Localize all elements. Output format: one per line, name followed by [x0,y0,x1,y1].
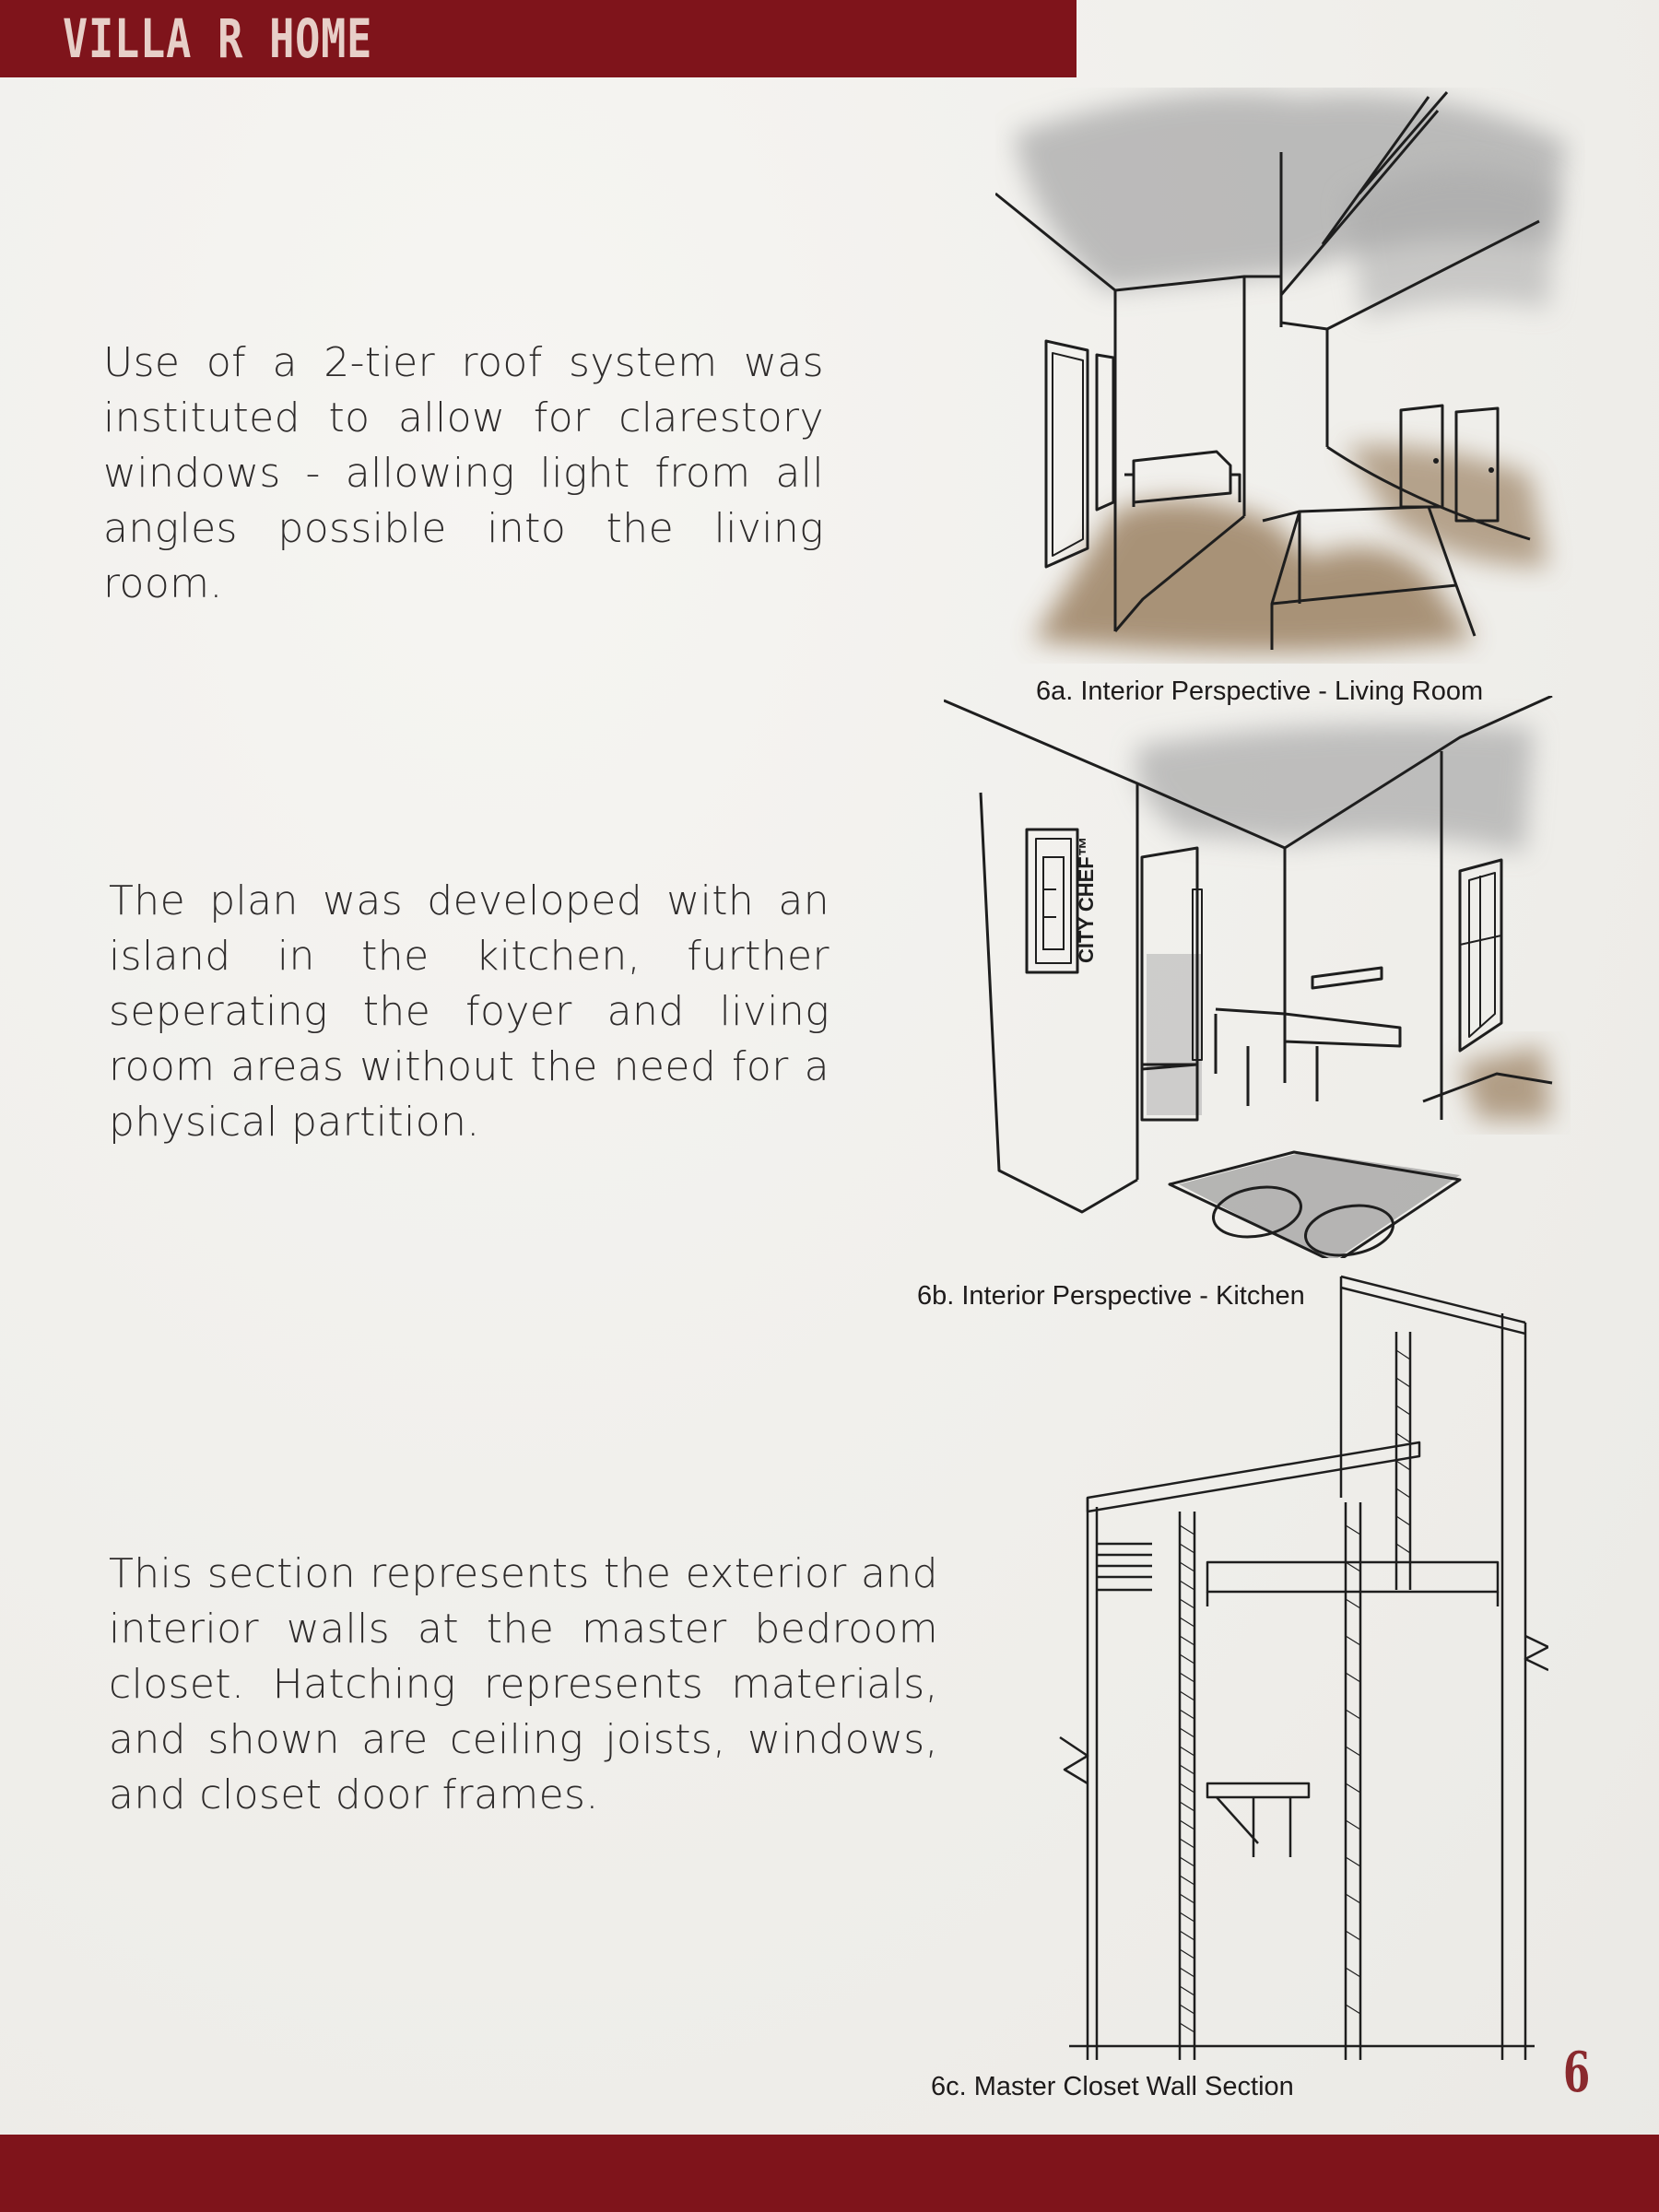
footer-bar [0,2135,1659,2212]
wall-section-drawing [1032,1267,1548,2069]
brand-logo: VILLA R HOME [63,7,373,70]
paragraph-living-room: Use of a 2-tier roof system was instituted to allow for clarestory windows - allowing light from all angles possible into the living room. [103,339,824,607]
paragraph-wall-section: This section represents the exterior and interior walls at the master bedroom closet. Hatching represents materials, and shown are ceiling joists, windows, and closet door frames. [109,1550,938,1818]
header-bar [0,0,1077,77]
page-number: 6 [1563,2041,1591,2105]
kitchen-sketch [944,696,1571,1258]
paragraph-kitchen: The plan was developed with an island in the kitchen, further seperating the foyer and living room areas without the need for a physical partition. [109,877,830,1146]
city-chef-poster-text: CITY CHEF™ [1075,836,1098,963]
caption-kitchen: 6b. Interior Perspective - Kitchen [917,1281,1305,1311]
living-room-sketch [995,88,1585,664]
caption-living-room: 6a. Interior Perspective - Living Room [1036,677,1484,706]
caption-wall-section: 6c. Master Closet Wall Section [931,2072,1294,2101]
